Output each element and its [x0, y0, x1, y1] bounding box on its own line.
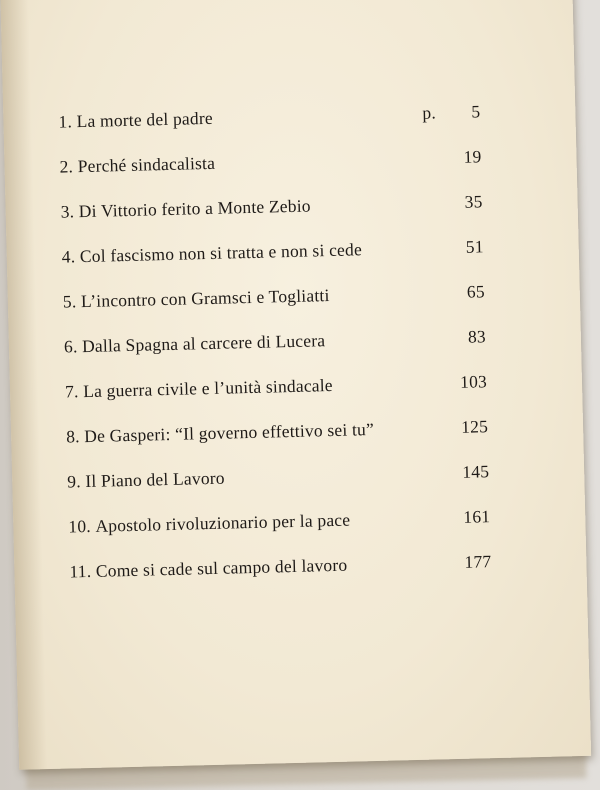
toc-entry-text: Apostolo rivoluzionario per la pace	[95, 509, 351, 536]
toc-entry-page: 51	[465, 236, 484, 257]
toc-entry-page: 103	[459, 371, 488, 392]
toc-entry-text: La guerra civile e l’unità sindacale	[82, 374, 334, 402]
toc-entry-number: 7.	[64, 381, 79, 402]
toc-entry-page: 125	[460, 416, 489, 437]
toc-entry-page: 35	[464, 191, 483, 212]
page-prefix: p.	[422, 102, 437, 123]
toc-entry-number: 5.	[62, 291, 77, 312]
toc-entry-number: 3.	[60, 201, 75, 222]
toc-entry-text: Perché sindacalista	[77, 152, 216, 177]
toc-entry-text: Come si cade sul campo del lavoro	[95, 554, 348, 581]
toc-entry-text: De Gasperi: “Il governo effettivo sei tu”	[84, 419, 375, 447]
toc-entry-number: 10.	[68, 515, 92, 537]
toc-entry-number: 11.	[69, 560, 92, 582]
toc-entry-page: 177	[464, 551, 492, 572]
toc-entry-number: 1.	[58, 111, 73, 132]
toc-entry-page: 161	[463, 506, 491, 527]
toc-entry	[69, 551, 510, 607]
toc-entry-text: Col fascismo non si tratta e non si cede	[79, 239, 363, 267]
toc-entry-text: Il Piano del Lavoro	[85, 467, 225, 492]
table-of-contents	[58, 101, 510, 607]
toc-entry-page: 65	[466, 281, 485, 302]
toc-entry-text: Dalla Spagna al carcere di Lucera	[81, 330, 326, 357]
toc-entry-page: 19	[463, 146, 482, 167]
toc-entry-text: Di Vittorio ferito a Monte Zebio	[78, 195, 311, 222]
toc-entry-page: 83	[467, 326, 487, 347]
toc-entry-title	[59, 153, 215, 178]
toc-entry-number: 6.	[63, 336, 78, 357]
toc-entry-number: 8.	[65, 426, 80, 447]
toc-entry-page: 145	[462, 461, 490, 482]
toc-entry-title	[58, 108, 213, 133]
toc-entry-number: 9.	[67, 471, 82, 492]
toc-entry-text: La morte del padre	[76, 107, 214, 132]
toc-entry-text: L’incontro con Gramsci e Togliatti	[80, 285, 330, 312]
toc-entry-number: 4.	[61, 246, 76, 267]
toc-entry-number: 2.	[59, 156, 74, 177]
toc-entry-title	[67, 468, 225, 493]
toc-entry-page: 5	[471, 101, 481, 122]
